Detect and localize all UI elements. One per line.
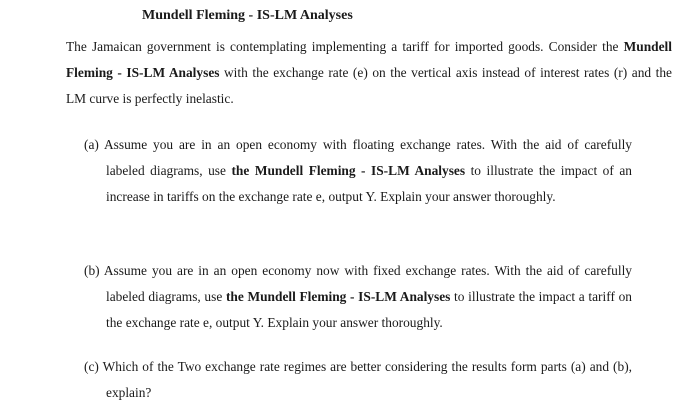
question-a: [84, 132, 632, 210]
intro-paragraph: [66, 34, 672, 112]
question-b-part-2: to illustrate the impact a tariff on the exchange rate e, output Y. Explain your answer thoroughly.: [106, 289, 632, 330]
question-c-text: (c) Which of the Two exchange rate regimes are better considering the results form parts (a) and (b), explain?: [84, 359, 632, 400]
question-c: [84, 354, 632, 406]
question-b-bold-term: the Mundell Fleming - IS-LM Analyses: [225, 289, 451, 304]
question-a-part-1: (a) Assume you are in an open economy with floating exchange rates. With the aid of carefully labeled diagrams, use: [84, 137, 632, 178]
intro-text-part-2: with the exchange rate (e) on the vertical axis instead of interest rates (r) and the LM curve is perfectly inelastic.: [66, 65, 672, 106]
question-a-bold-term: the Mundell Fleming - IS-LM Analyses: [231, 163, 466, 178]
document-title: Mundell Fleming - IS-LM Analyses: [142, 8, 353, 23]
question-b-part-1: (b) Assume you are in an open economy now with fixed exchange rates. With the aid of carefully labeled diagrams, use: [84, 263, 632, 304]
question-b: [84, 258, 632, 336]
intro-bold-term: Mundell Fleming - IS-LM Analyses: [66, 39, 672, 80]
intro-text-part-1: The Jamaican government is contemplating implementing a tariff for imported goods. Consider the: [66, 39, 624, 54]
question-a-text: [84, 132, 632, 210]
question-b-text: [84, 258, 632, 336]
question-a-part-2: to illustrate the impact of an increase in tariffs on the exchange rate e, output Y. Explain your answer thoroughly.: [106, 163, 632, 204]
